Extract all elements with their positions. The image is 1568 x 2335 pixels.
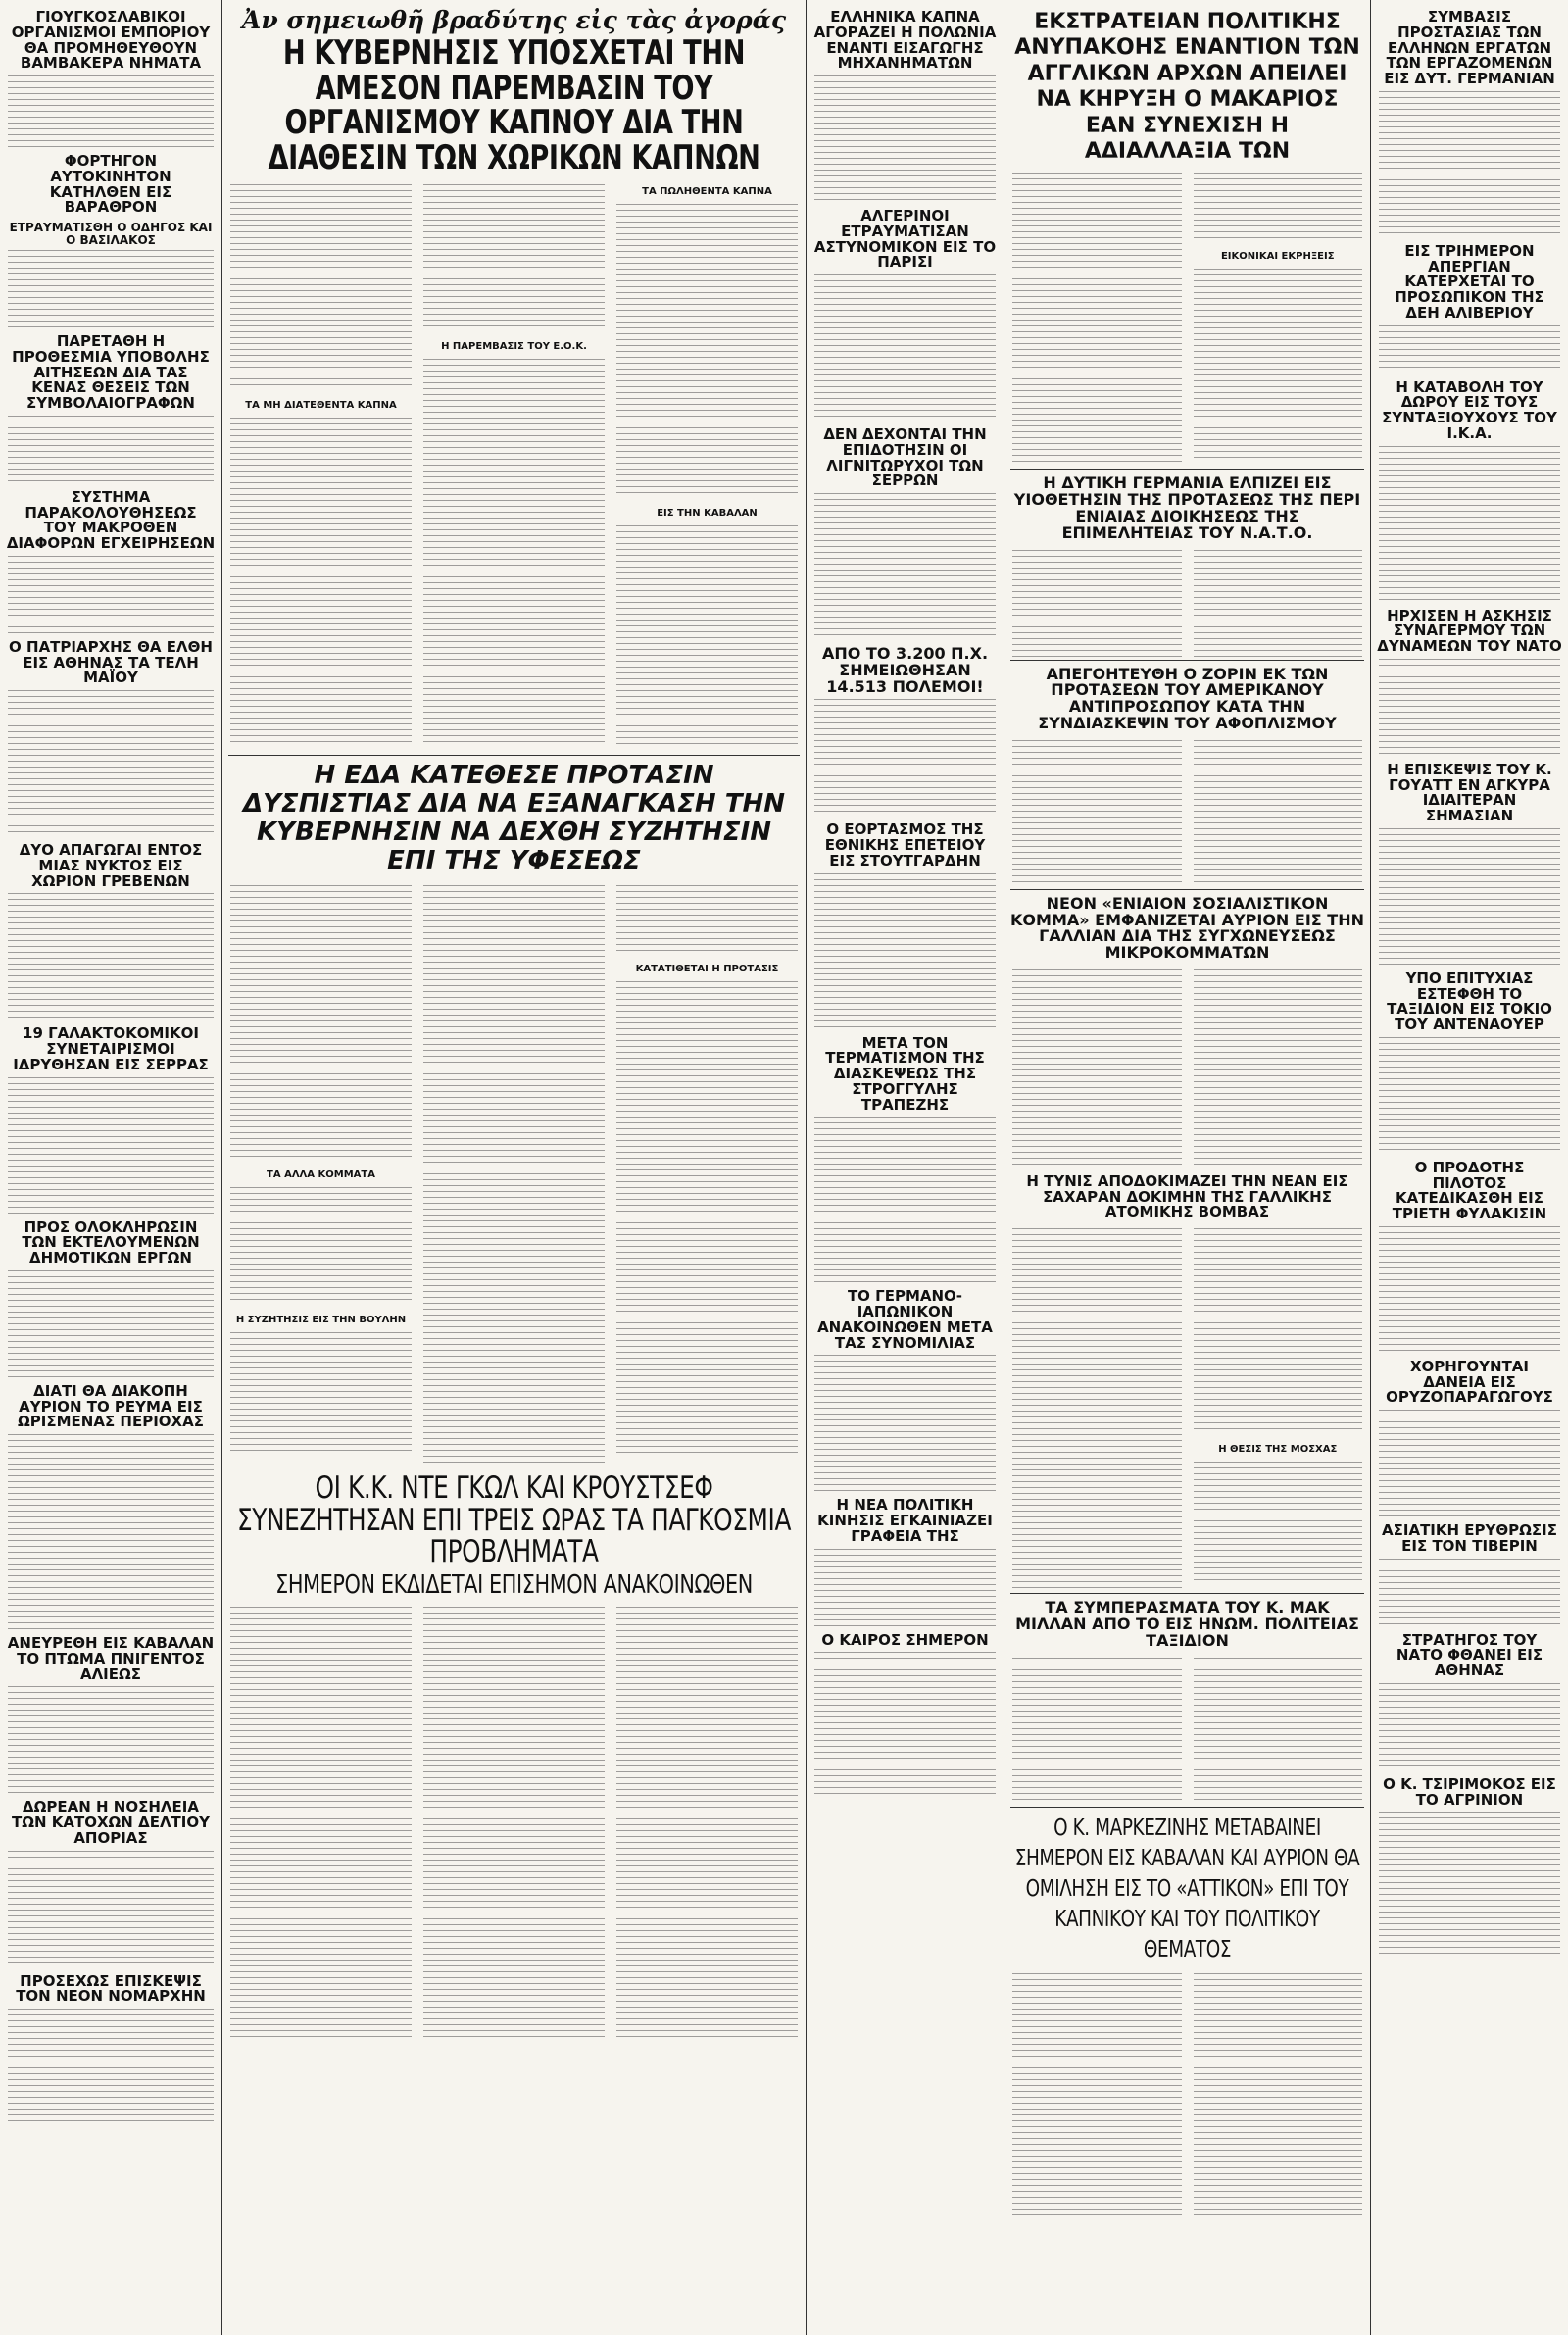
- eda-headline: Η ΕΔΑ ΚΑΤΕΘΕΣΕ ΠΡΟΤΑΣΙΝ ΔΥΣΠΙΣΤΙΑΣ ΔΙΑ ΝΑ ΕΞΑΝΑΓΚΑΣΗ ΤΗΝ ΚΥΒΕΡΝΗΣΙΝ ΝΑ ΔΕΧΘΗ ΣΥΖΗΤΗΣΙΝ ΕΠΙ ΤΗΣ ΥΦΕΣΕΩΣ: [242, 760, 785, 876]
- markezinis-headline: Ο Κ. ΜΑΡΚΕΖΙΝΗΣ ΜΕΤΑΒΑΙΝΕΙ ΣΗΜΕΡΟΝ ΕΙΣ ΚΑΒΑΛΑΝ ΚΑΙ ΑΥΡΙΟΝ ΘΑ ΟΜΙΛΗΣΗ ΕΙΣ ΤΟ «ΑΤΤΙΚΟΝ» ΕΠΙ ΤΟΥ ΚΑΠΝΙΚΟΥ ΚΑΙ ΤΟΥ ΠΟΛΙΤΙΚΟΥ ΘΕΜΑΤΟΣ: [1014, 1814, 1360, 1962]
- headline: ΔΕΝ ΔΕΧΟΝΤΑΙ ΤΗΝ ΕΠΙΔΟΤΗΣΙΝ ΟΙ ΛΙΓΝΙΤΩΡΥΧΟΙ ΤΩΝ ΣΕΡΡΩΝ: [823, 425, 987, 490]
- headline: ΧΟΡΗΓΟΥΝΤΑΙ ΔΑΝΕΙΑ ΕΙΣ ΟΡΥΖΟΠΑΡΑΓΩΓΟΥΣ: [1386, 1357, 1553, 1407]
- headline: ΑΣΙΑΤΙΚΗ ΕΡΥΘΡΩΣΙΣ ΕΙΣ ΤΟΝ ΤΙΒΕΡΙΝ: [1382, 1521, 1557, 1555]
- headline: ΠΑΡΕΤΑΘΗ Η ΠΡΟΘΕΣΜΙΑ ΥΠΟΒΟΛΗΣ ΑΙΤΗΣΕΩΝ ΔΙΑ ΤΑΣ ΚΕΝΑΣ ΘΕΣΕΙΣ ΤΩΝ ΣΥΜΒΟΛΑΙΟΓΡΑΦΩΝ: [12, 332, 210, 413]
- headline: ΑΠΟ ΤΟ 3.200 Π.Χ. ΣΗΜΕΙΩΘΗΣΑΝ 14.513 ΠΟΛΕΜΟΙ!: [821, 644, 989, 696]
- degaulle-subhead: ΣΗΜΕΡΟΝ ΕΚΔΙΔΕΤΑΙ ΕΠΙΣΗΜΟΝ ΑΝΑΚΟΙΝΩΘΕΝ: [275, 1569, 753, 1600]
- subheading: ΕΙΣ ΤΗΝ ΚΑΒΑΛΑΝ: [657, 507, 758, 519]
- headline: Ο Κ. ΤΣΙΡΙΜΟΚΟΣ ΕΙΣ ΤΟ ΑΓΡΙΝΙΟΝ: [1383, 1774, 1556, 1809]
- subheading: Η ΘΕΣΙΣ ΤΗΣ ΜΟΣΧΑΣ: [1218, 1444, 1338, 1456]
- subheading: ΚΑΤΑΤΙΘΕΤΑΙ Η ΠΡΟΤΑΣΙΣ: [635, 964, 779, 975]
- headline: ΤΟ ΓΕΡΜΑΝΟ-ΙΑΠΩΝΙΚΟΝ ΑΝΑΚΟΙΝΩΘΕΝ ΜΕΤΑ ΤΑΣ ΣΥΝΟΜΙΛΙΑΣ: [817, 1287, 993, 1352]
- zorin-headline: ΑΠΕΓΟΗΤΕΥΘΗ Ο ΖΟΡΙΝ ΕΚ ΤΩΝ ΠΡΟΤΑΣΕΩΝ ΤΟΥ ΑΜΕΡΙΚΑΝΟΥ ΑΝΤΙΠΡΟΣΩΠΟΥ ΚΑΤΑ ΤΗΝ ΣΥΝΔΙΑΣΚΕΨΙΝ ΤΟΥ ΑΦΟΠΛΙΣΜΟΥ: [1038, 664, 1337, 732]
- germany-headline: Η ΔΥΤΙΚΗ ΓΕΡΜΑΝΙΑ ΕΛΠΙΖΕΙ ΕΙΣ ΥΙΟΘΕΤΗΣΙΝ ΤΗΣ ΠΡΟΤΑΣΕΩΣ ΤΗΣ ΠΕΡΙ ΕΝΙΑΙΑΣ ΔΙΟΙΚΗΣΕΩΣ ΤΗΣ ΕΠΙΜΕΛΗΤΕΙΑΣ ΤΟΥ Ν.Α.Τ.Ο.: [1013, 473, 1361, 542]
- headline: Ο ΕΟΡΤΑΣΜΟΣ ΤΗΣ ΕΘΝΙΚΗΣ ΕΠΕΤΕΙΟΥ ΕΙΣ ΣΤΟΥΤΓΑΡΔΗΝ: [824, 820, 986, 869]
- subheading: Η ΠΑΡΕΜΒΑΣΙΣ ΤΟΥ Ε.Ο.Κ.: [441, 340, 587, 352]
- subheading: ΤΑ ΑΛΛΑ ΚΟΜΜΑΤΑ: [267, 1169, 375, 1181]
- headline: Η ΚΑΤΑΒΟΛΗ ΤΟΥ ΔΩΡΟΥ ΕΙΣ ΤΟΥΣ ΣΥΝΤΑΞΙΟΥΧΟΥΣ ΤΟΥ Ι.Κ.Α.: [1382, 377, 1557, 442]
- column-right: [1371, 0, 1568, 2335]
- headline: ΣΤΡΑΤΗΓΟΣ ΤΟΥ ΝΑΤΟ ΦΘΑΝΕΙ ΕΙΣ ΑΘΗΝΑΣ: [1396, 1630, 1544, 1679]
- kicker: Ἀν σημειωθῆ βραδύτης εἰς τὰς ἀγοράς: [241, 6, 787, 34]
- headline: Ο ΠΡΟΔΟΤΗΣ ΠΙΛΟΤΟΣ ΚΑΤΕΔΙΚΑΣΘΗ ΕΙΣ ΤΡΙΕΤΗ ΦΥΛΑΚΙΣΙΝ: [1392, 1158, 1547, 1222]
- subheading: ΤΑ ΜΗ ΔΙΑΤΕΘΕΝΤΑ ΚΑΠΝΑ: [245, 399, 397, 411]
- headline: Ο ΠΑΤΡΙΑΡΧΗΣ ΘΑ ΕΛΘΗ ΕΙΣ ΑΘΗΝΑΣ ΤΑ ΤΕΛΗ ΜΑΪΟΥ: [9, 637, 213, 687]
- macmillan-headline: ΤΑ ΣΥΜΠΕΡΑΣΜΑΤΑ ΤΟΥ Κ. ΜΑΚ ΜΙΛΛΑΝ ΑΠΟ ΤΟ ΕΙΣ ΗΝΩΜ. ΠΟΛΙΤΕΙΑΣ ΤΑΞΙΔΙΟΝ: [1015, 1598, 1359, 1650]
- headline: ΣΥΜΒΑΣΙΣ ΠΡΟΣΤΑΣΙΑΣ ΤΩΝ ΕΛΛΗΝΩΝ ΕΡΓΑΤΩΝ ΤΩΝ ΕΡΓΑΖΟΜΕΝΩΝ ΕΙΣ ΔΥΤ. ΓΕΡΜΑΝΙΑΝ: [1384, 8, 1555, 87]
- cyprus-headline: ΕΚΣΤΡΑΤΕΙΑΝ ΠΟΛΙΤΙΚΗΣ ΑΝΥΠΑΚΟΗΣ ΕΝΑΝΤΙΟΝ ΤΩΝ ΑΓΓΛΙΚΩΝ ΑΡΧΩΝ ΑΠΕΙΛΕΙ ΝΑ ΚΗΡΥΞΗ Ο ΜΑΚΑΡΙΟΣ ΕΑΝ ΣΥΝΕΧΙΣΗ Η ΑΔΙΑΛΛΑΞΙΑ ΤΩΝ: [1014, 10, 1360, 164]
- headline: ΑΝΕΥΡΕΘΗ ΕΙΣ ΚΑΒΑΛΑΝ ΤΟ ΠΤΩΜΑ ΠΝΙΓΕΝΤΟΣ ΑΛΙΕΩΣ: [7, 1634, 215, 1683]
- column-4: [807, 0, 1004, 2335]
- headline: Η ΝΕΑ ΠΟΛΙΤΙΚΗ ΚΙΝΗΣΙΣ ΕΓΚΑΙΝΙΑΖΕΙ ΓΡΑΦΕΙΑ ΤΗΣ: [817, 1496, 993, 1545]
- headline: ΕΛΛΗΝΙΚΑ ΚΑΠΝΑ ΑΓΟΡΑΖΕΙ Η ΠΟΛΩΝΙΑ ΕΝΑΝΤΙ ΕΙΣΑΓΩΓΗΣ ΜΗΧΑΝΗΜΑΤΩΝ: [813, 8, 997, 73]
- headline: ΠΡΟΣ ΟΛΟΚΛΗΡΩΣΙΝ ΤΩΝ ΕΚΤΕΛΟΥΜΕΝΩΝ ΔΗΜΟΤΙΚΩΝ ΕΡΓΩΝ: [22, 1217, 200, 1267]
- headline: ΓΙΟΥΓΚΟΣΛΑΒΙΚΟΙ ΟΡΓΑΝΙΣΜΟΙ ΕΜΠΟΡΙΟΥ ΘΑ ΠΡΟΜΗΘΕΥΘΟΥΝ ΒΑΜΒΑΚΕΡΑ ΝΗΜΑΤΑ: [11, 8, 211, 73]
- socialist-headline: ΝΕΟΝ «ΕΝΙΑΙΟΝ ΣΟΣΙΑΛΙΣΤΙΚΟΝ ΚΟΜΜΑ» ΕΜΦΑΝΙΖΕΤΑΙ ΑΥΡΙΟΝ ΕΙΣ ΤΗΝ ΓΑΛΛΙΑΝ ΔΙΑ ΤΗΣ ΣΥΓΧΩΝΕΥΣΕΩΣ ΜΙΚΡΟΚΟΜΜΑΤΩΝ: [1010, 893, 1364, 963]
- degaulle-headline: ΟΙ Κ.Κ. ΝΤΕ ΓΚΩΛ ΚΑΙ ΚΡΟΥΣΤΣΕΦ ΣΥΝΕΖΗΤΗΣΑΝ ΕΠΙ ΤΡΕΙΣ ΩΡΑΣ ΤΑ ΠΑΓΚΟΣΜΙΑ ΠΡΟΒΛΗΜΑΤΑ: [236, 1470, 792, 1570]
- subheading: Η ΣΥΖΗΤΗΣΙΣ ΕΙΣ ΤΗΝ ΒΟΥΛΗΝ: [235, 1315, 407, 1326]
- column-5-6: [1004, 0, 1370, 2335]
- column-left: [0, 0, 221, 2335]
- headline: ΔΩΡΕΑΝ Η ΝΟΣΗΛΕΙΑ ΤΩΝ ΚΑΤΟΧΩΝ ΔΕΛΤΙΟΥ ΑΠΟΡΙΑΣ: [12, 1798, 210, 1847]
- headline: ΥΠΟ ΕΠΙΤΥΧΙΑΣ ΕΣΤΕΦΘΗ ΤΟ ΤΑΞΙΔΙΟΝ ΕΙΣ ΤΟΚΙΟ ΤΟΥ ΑΝΤΕΝΑΟΥΕΡ: [1387, 969, 1552, 1033]
- headline: ΜΕΤΑ ΤΟΝ ΤΕΡΜΑΤΙΣΜΟΝ ΤΗΣ ΔΙΑΣΚΕΨΕΩΣ ΤΗΣ ΣΤΡΟΓΓΥΛΗΣ ΤΡΑΠΕΖΗΣ: [825, 1033, 985, 1114]
- headline: ΕΙΣ ΤΡΙΗΜΕΡΟΝ ΑΠΕΡΓΙΑΝ ΚΑΤΕΡΧΕΤΑΙ ΤΟ ΠΡΟΣΩΠΙΚΟΝ ΤΗΣ ΔΕΗ ΑΛΙΒΕΡΙΟΥ: [1395, 241, 1544, 322]
- headline: ΕΤΡΑΥΜΑΤΙΣΘΗ Ο ΟΔΗΓΟΣ ΚΑΙ Ο ΒΑΣΙΛΑΚΟΣ: [9, 221, 213, 247]
- headline: ΠΡΟΣΕΧΩΣ ΕΠΙΣΚΕΨΙΣ ΤΟΝ ΝΕΟΝ ΝΟΜΑΡΧΗΝ: [16, 1971, 206, 2006]
- column-center: [222, 0, 806, 2335]
- headline: ΑΛΓΕΡΙΝΟΙ ΕΤΡΑΥΜΑΤΙΣΑΝ ΑΣΤΥΝΟΜΙΚΟΝ ΕΙΣ ΤΟ ΠΑΡΙΣΙ: [813, 207, 997, 272]
- lead-headline: Η ΚΥΒΕΡΝΗΣΙΣ ΥΠΟΣΧΕΤΑΙ ΤΗΝ ΑΜΕΣΟΝ ΠΑΡΕΜΒΑΣΙΝ ΤΟΥ ΟΡΓΑΝΙΣΜΟΥ ΚΑΠΝΟΥ ΔΙΑ ΤΗΝ ΔΙΑΘΕΣΙΝ ΤΩΝ ΧΩΡΙΚΩΝ ΚΑΠΝΩΝ: [268, 33, 760, 178]
- tunis-headline: Η ΤΥΝΙΣ ΑΠΟΔΟΚΙΜΑΖΕΙ ΤΗΝ ΝΕΑΝ ΕΙΣ ΣΑΧΑΡΑΝ ΔΟΚΙΜΗΝ ΤΗΣ ΓΑΛΛΙΚΗΣ ΑΤΟΜΙΚΗΣ ΒΟΜΒΑΣ: [1026, 1171, 1348, 1221]
- subheading: ΤΑ ΠΩΛΗΘΕΝΤΑ ΚΑΠΝΑ: [642, 185, 772, 197]
- headline: Ο ΚΑΙΡΟΣ ΣΗΜΕΡΟΝ: [821, 1630, 989, 1649]
- headline: ΣΥΣΤΗΜΑ ΠΑΡΑΚΟΛΟΥΘΗΣΕΩΣ ΤΟΥ ΜΑΚΡΟΘΕΝ ΔΙΑΦΟΡΩΝ ΕΓΧΕΙΡΗΣΕΩΝ: [6, 487, 216, 553]
- headline: ΗΡΧΙΣΕΝ Η ΑΣΚΗΣΙΣ ΣΥΝΑΓΕΡΜΟΥ ΤΩΝ ΔΥΝΑΜΕΩΝ ΤΟΥ ΝΑΤΟ: [1377, 606, 1562, 655]
- headline: ΦΟΡΤΗΓΟΝ ΑΥΤΟΚΙΝΗΤΟΝ ΚΑΤΗΛΘΕΝ ΕΙΣ ΒΑΡΑΘΡΟΝ: [49, 152, 172, 217]
- headline: ΔΙΑΤΙ ΘΑ ΔΙΑΚΟΠΗ ΑΥΡΙΟΝ ΤΟ ΡΕΥΜΑ ΕΙΣ ΩΡΙΣΜΕΝΑΣ ΠΕΡΙΟΧΑΣ: [18, 1381, 204, 1431]
- subheading: ΕΙΚΟΝΙΚΑΙ ΕΚΡΗΞΕΙΣ: [1220, 251, 1335, 263]
- headline: ΔΥΟ ΑΠΑΓΩΓΑΙ ΕΝΤΟΣ ΜΙΑΣ ΝΥΚΤΟΣ ΕΙΣ ΧΩΡΙΟΝ ΓΡΕΒΕΝΩΝ: [19, 841, 203, 890]
- headline: 19 ΓΑΛΑΚΤΟΚΟΜΙΚΟΙ ΣΥΝΕΤΑΙΡΙΣΜΟΙ ΙΔΡΥΘΗΣΑΝ ΕΙΣ ΣΕΡΡΑΣ: [13, 1024, 209, 1073]
- headline: Η ΕΠΙΣΚΕΨΙΣ ΤΟΥ Κ. ΓΟΥΑΤΤ ΕΝ ΑΓΚΥΡΑ ΙΔΙΑΙΤΕΡΑΝ ΣΗΜΑΣΙΑΝ: [1387, 760, 1552, 824]
